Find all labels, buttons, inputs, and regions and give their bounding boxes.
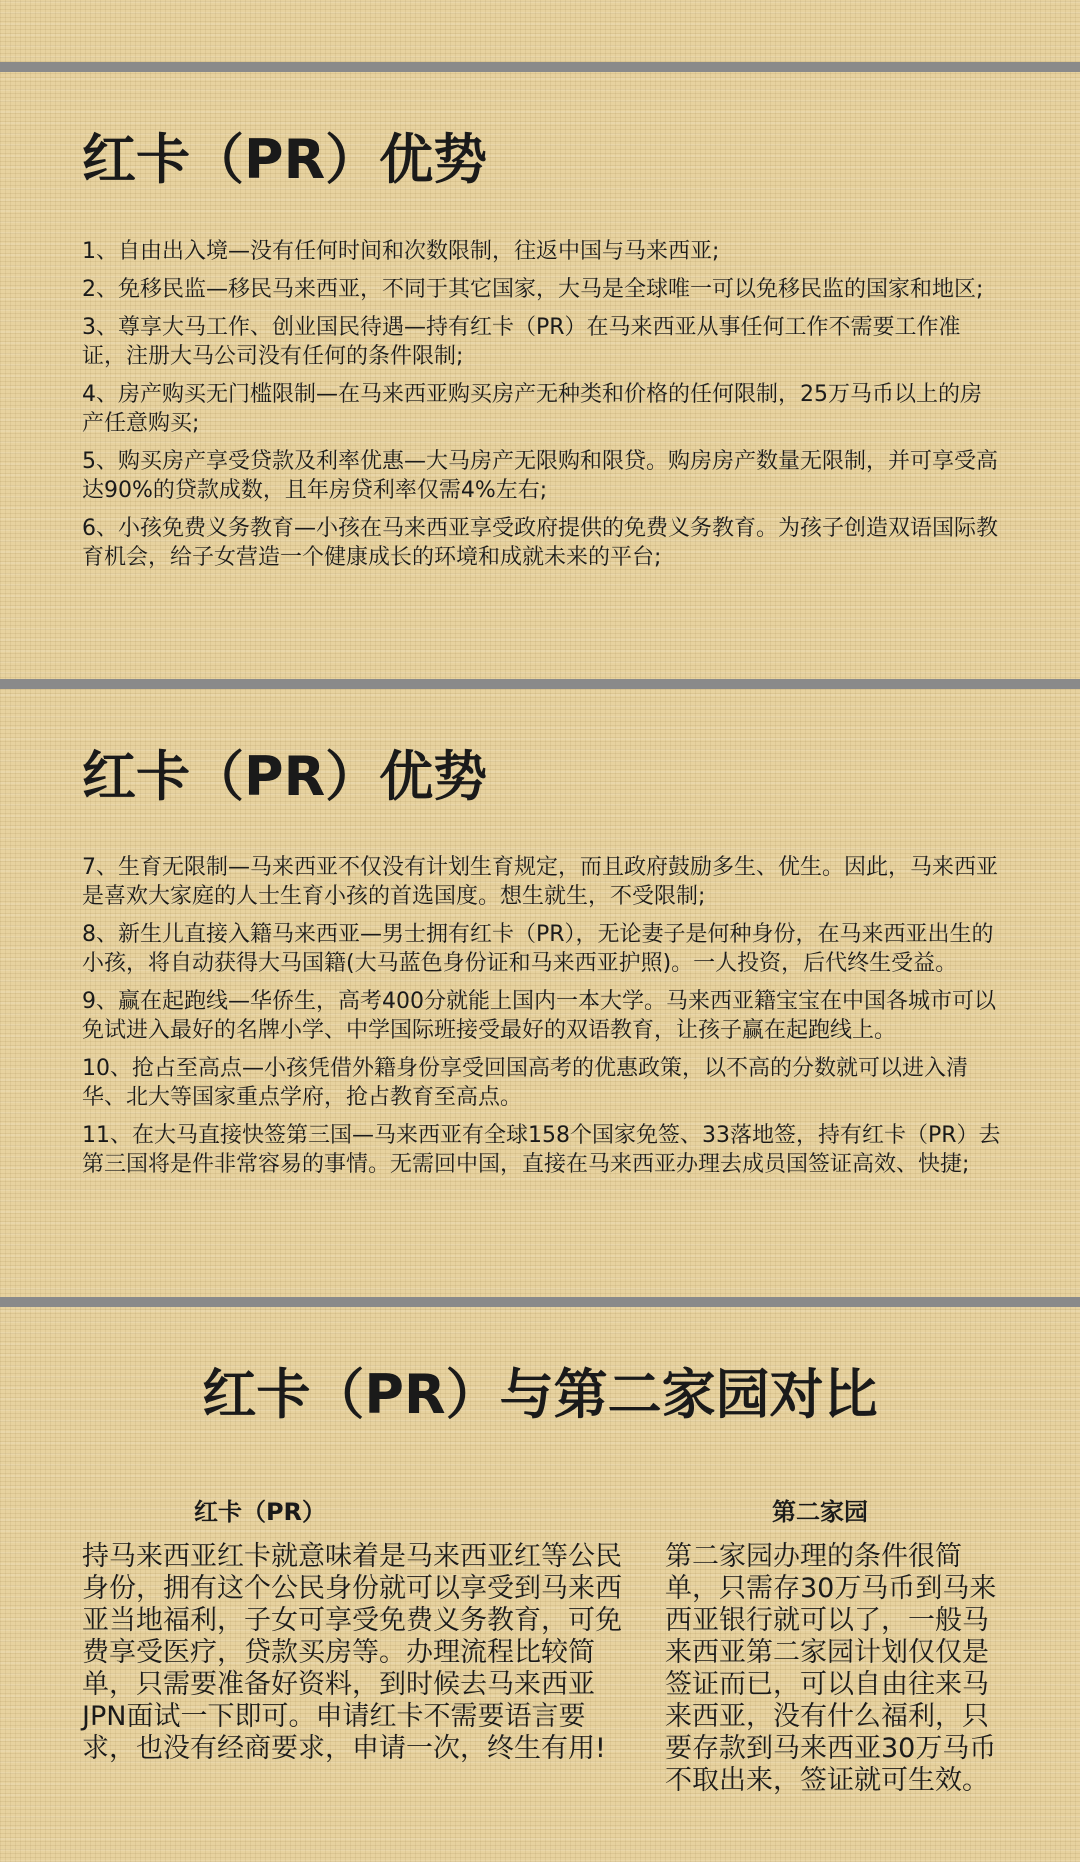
list-item: 10、抢占至高点—小孩凭借外籍身份享受回国高考的优惠政策，以不高的分数就可以进入清华、北大等国家重点学府，抢占教育至高点。 [82,1056,968,1110]
right-column-text: 第二家园办理的条件很简单，只需存30万马币到马来西亚银行就可以了，一般马来西亚第二家园计划仅仅是签证而已，可以自由往来马来西亚，没有什么福利，只要存款到马来西亚30万马币不取出来，签证就可生效。 [665,1541,997,1796]
list-item: 8、新生儿直接入籍马来西亚—男士拥有红卡（PR），无论妻子是何种身份，在马来西亚出生的小孩，将自动获得大马国籍(大马蓝色身份证和马来西亚护照)。一人投资，后代终生受益。 [82,922,994,976]
list-item: 1、自由出入境—没有任何时间和次数限制，往返中国与马来西亚; [82,239,720,264]
left-column-heading: 红卡（PR） [193,1498,327,1526]
list-item: 7、生育无限制—马来西亚不仅没有计划生育规定，而且政府鼓励多生、优生。因此，马来西亚是喜欢大家庭的人士生育小孩的首选国度。想生就生，不受限制; [82,855,999,909]
list-item: 11、在大马直接快签第三国—马来西亚有全球158个国家免签、33落地签，持有红卡（PR）去第三国将是件非常容易的事情。无需回中国，直接在马来西亚办理去成员国签证高效、快捷; [82,1123,1001,1177]
list-item: 9、赢在起跑线—华侨生，高考400分就能上国内一本大学。马来西亚籍宝宝在中国各城市可以免试进入最好的名牌小学、中学国际班接受最好的双语教育，让孩子赢在起跑线上。 [82,989,996,1043]
list-item: 5、购买房产享受贷款及利率优惠—大马房产无限购和限贷。购房房产数量无限制，并可享受高达90%的贷款成数，且年房贷利率仅需4%左右; [82,449,999,503]
section2-title: 红卡（PR）优势 [82,745,488,808]
left-column-text: 持马来西亚红卡就意味着是马来西亚红等公民身份，拥有这个公民身份就可以享受到马来西亚当地福利，子女可享受免费义务教育，可免费享受医疗，贷款买房等。办理流程比较简单，只需要准备好资料，到时候去马来西亚JPN面试一下即可。申请红卡不需要语言要求，也没有经商要求，申请一次，终生有用! [82,1541,622,1764]
list-item: 3、尊享大马工作、创业国民待遇—持有红卡（PR）在马来西亚从事任何工作不需要工作准证，注册大马公司没有任何的条件限制; [82,315,961,369]
list-item: 2、免移民监—移民马来西亚，不同于其它国家，大马是全球唯一可以免移民监的国家和地区; [82,277,984,302]
right-column-heading: 第二家园 [772,1498,868,1526]
list-item: 6、小孩免费义务教育—小孩在马来西亚享受政府提供的免费义务教育。为孩子创造双语国际教育机会，给子女营造一个健康成长的环境和成就未来的平台; [82,516,999,570]
list-item: 4、房产购买无门槛限制—在马来西亚购买房产无种类和价格的任何限制，25万马币以上的房产任意购买; [82,382,982,436]
section1-title: 红卡（PR）优势 [82,128,488,191]
section3-title: 红卡（PR）与第二家园对比 [202,1363,878,1426]
